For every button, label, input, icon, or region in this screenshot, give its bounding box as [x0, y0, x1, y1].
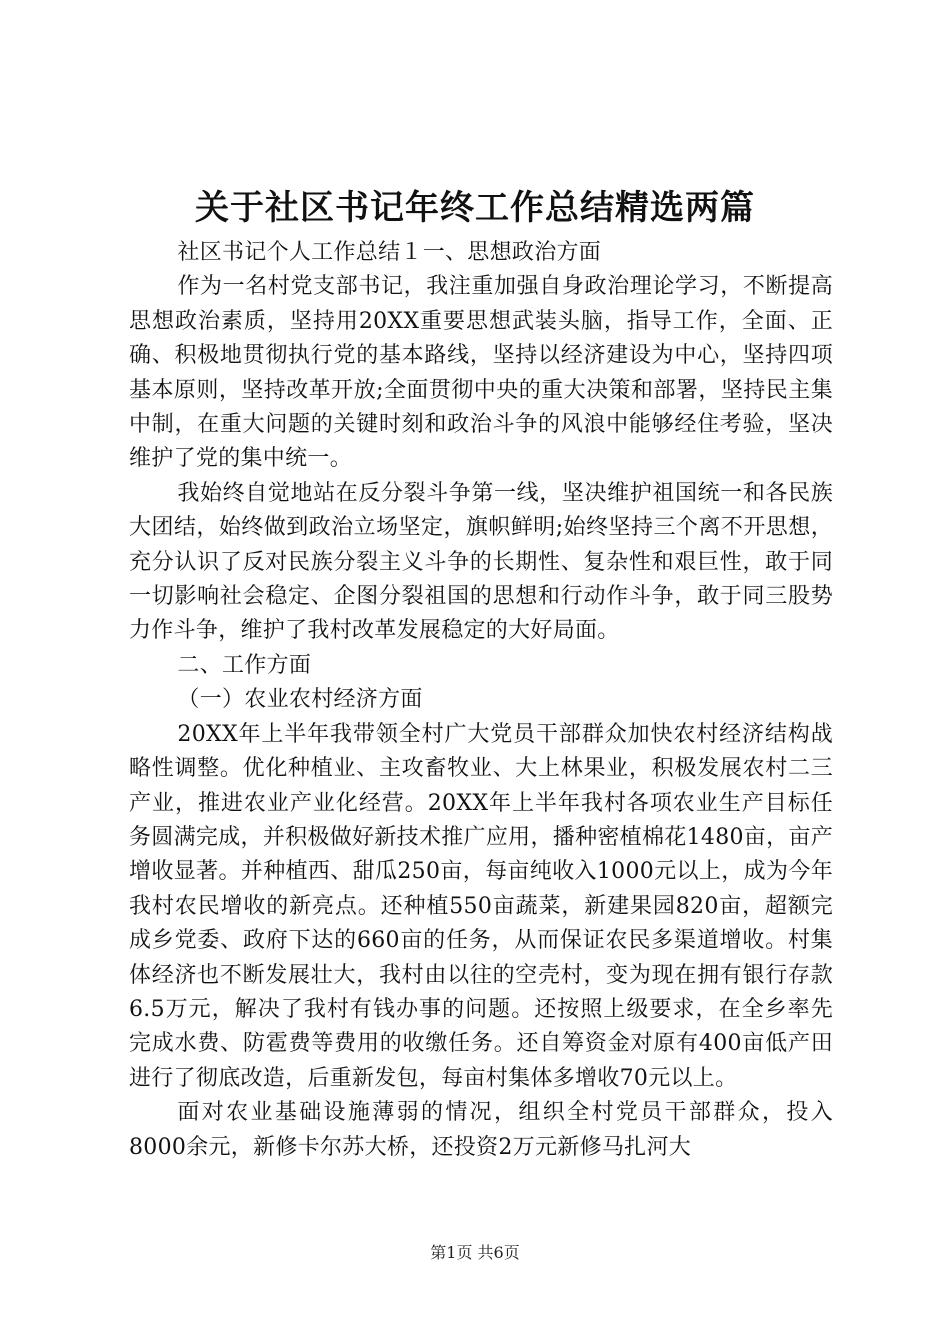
- body-paragraph: 20XX年上半年我带领全村广大党员干部群众加快农村经济结构战略性调整。优化种植业、主攻畜牧业、大上林果业，积极发展农村二三产业，推进农业产业化经营。20XX年上半年我村各项农业生产目标任务圆满完成，并积极做好新技术推广应用，播种密植棉花1480亩，亩产增收显著。并种植西、甜瓜250亩，每亩纯收入1000元以上，成为今年我村农民增收的新亮点。还种植550亩蔬菜，新建果园820亩，超额完成乡党委、政府下达的660亩的任务，从而保证农民多渠道增收。村集体经济也不断发展壮大，我村由以往的空壳村，变为现在拥有银行存款6.5万元，解决了我村有钱办事的问题。还按照上级要求，在全乡率先完成水费、防雹费等费用的收缴任务。还自筹资金对原有400亩低产田进行了彻底改造，后重新发包，每亩村集体多增收70元以上。: [129, 721, 833, 1091]
- document-title: 关于社区书记年终工作总结精选两篇: [195, 188, 755, 228]
- body-paragraph: 面对农业基础设施薄弱的情况，组织全村党员干部群众，投入8000余元，新修卡尔苏大桥，还投资2万元新修马扎河大: [129, 1100, 833, 1160]
- section-heading-paragraph: 二、工作方面: [177, 652, 312, 678]
- page-number-footer: 第1页 共6页: [430, 1243, 520, 1262]
- body-paragraph: 作为一名村党支部书记，我注重加强自身政治理论学习，不断提高思想政治素质，坚持用20XX重要思想武装头脑，指导工作，全面、正确、积极地贯彻执行党的基本路线，坚持以经济建设为中心，坚持四项基本原则，坚持改革开放;全面贯彻中央的重大决策和部署，坚持民主集中制，在重大问题的关键时刻和政治斗争的风浪中能够经住考验，坚决维护了党的集中统一。: [129, 274, 833, 472]
- section-heading-paragraph: 社区书记个人工作总结１一、思想政治方面: [177, 240, 602, 265]
- document-body: [129, 236, 833, 1165]
- subsection-heading-paragraph: （一）农业农村经济方面: [177, 687, 423, 713]
- body-paragraph: 我始终自觉地站在反分裂斗争第一线，坚决维护祖国统一和各民族大团结，始终做到政治立场坚定，旗帜鲜明;始终坚持三个离不开思想，充分认识了反对民族分裂主义斗争的长期性、复杂性和艰巨性，敢于同一切影响社会稳定、企图分裂祖国的思想和行动作斗争，敢于同三股势力作斗争，维护了我村改革发展稳定的大好局面。: [129, 480, 833, 644]
